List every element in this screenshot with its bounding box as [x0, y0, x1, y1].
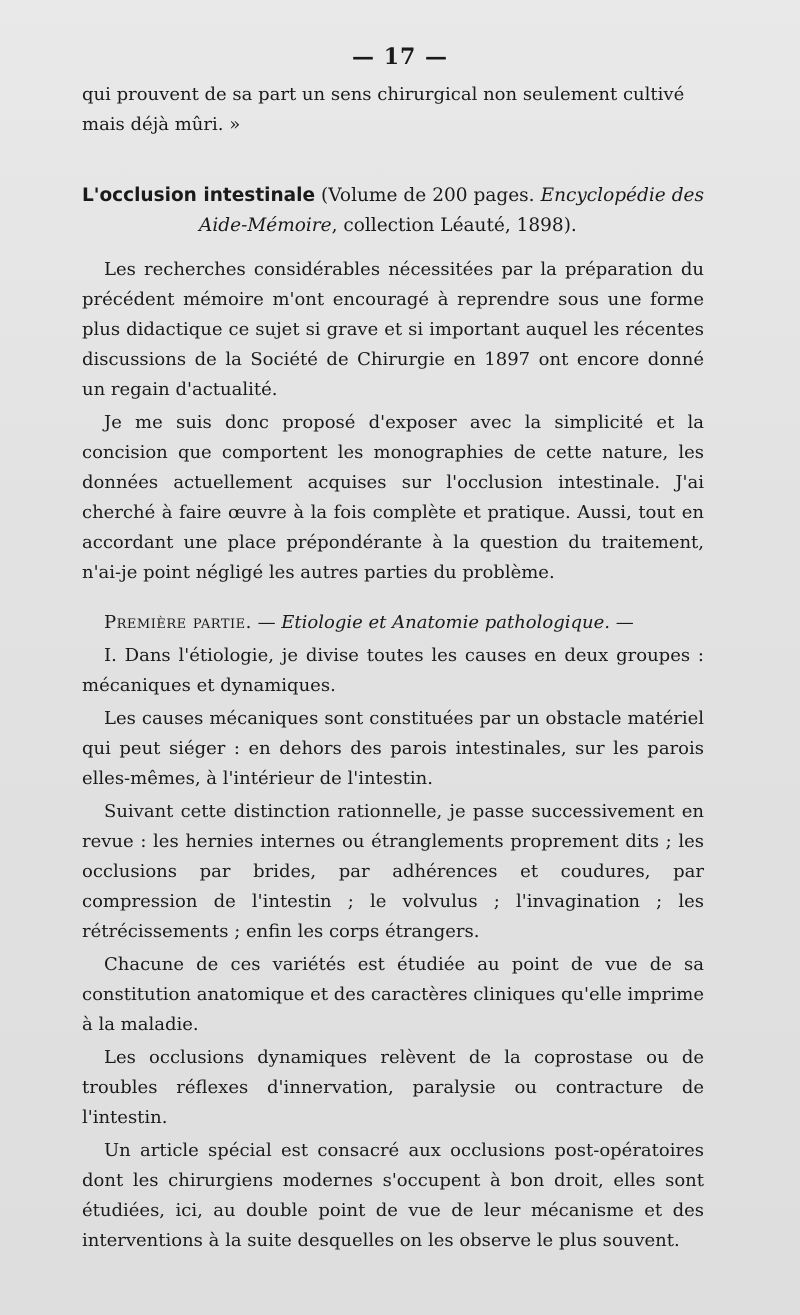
intro-text — [82, 80, 704, 140]
paragraph: I. Dans l'étiologie, je divise toutes les causes en deux groupes : mécaniques et dynamiques. — [82, 645, 704, 696]
entry-heading-line2 — [82, 211, 704, 241]
paragraph: Suivant cette distinction rationnelle, je passe successivement en revue : les hernies internes ou étranglements proprement dits ; les occlusions par brides, par adhérences et coudures, par compression de l'intestin ; le volvulus ; l'invagination ; les rétrécissements ; enfin les corps étrangers. — [82, 801, 704, 942]
entry-title: L'occlusion intestinale — [82, 185, 316, 206]
body-text — [82, 255, 704, 1256]
part-separator: — — [251, 612, 282, 633]
part-title: Etiologie et Anatomie pathologique. — [281, 612, 610, 633]
entry-heading-line1 — [82, 181, 704, 211]
part-label: Première partie. — [104, 612, 252, 633]
entry-collection: , collection Léauté, 1898). — [331, 215, 577, 236]
paragraph: Les recherches considérables nécessitées par la préparation du précédent mémoire m'ont encouragé à reprendre sous une forme plus didactique ce sujet si grave et si important auquel les récentes discussions de la Société de Chirurgie en 1897 ont encore donné un regain d'actualité. — [82, 259, 704, 400]
entry-heading — [82, 181, 704, 241]
paragraph: Les causes mécaniques sont constituées par un obstacle matériel qui peut siéger : en dehors des parois intestinales, sur les parois elles-mêmes, à l'intérieur de l'intestin. — [82, 708, 704, 789]
entry-details: (Volume de 200 pages. — [315, 185, 541, 206]
intro-paragraph: qui prouvent de sa part un sens chirurgical non seulement cultivé mais déjà mûri. » — [82, 84, 685, 135]
paragraph: Les occlusions dynamiques relèvent de la coprostase ou de troubles réflexes d'innervation, paralysie ou contracture de l'intestin. — [82, 1047, 704, 1128]
part-heading — [82, 608, 704, 638]
page-number: — 17 — — [352, 44, 448, 70]
paragraph: Chacune de ces variétés est étudiée au point de vue de sa constitution anatomique et des caractères cliniques qu'elle imprime à la maladie. — [82, 954, 704, 1035]
paragraph: Un article spécial est consacré aux occlusions post-opératoires dont les chirurgiens modernes s'occupent à bon droit, elles sont étudiées, ici, au double point de vue de leur mécanisme et des interventions à la suite desquelles on les observe le plus souvent. — [82, 1140, 704, 1251]
entry-series-cont: Aide-Mémoire — [199, 215, 332, 236]
part-dash: — — [610, 612, 634, 633]
entry-series: Encyclopédie des — [540, 185, 704, 206]
paragraph: Je me suis donc proposé d'exposer avec la simplicité et la concision que comportent les monographies de cette nature, les données actuellement acquises sur l'occlusion intestinale. J'ai cherché à faire œuvre à la fois complète et pratique. Aussi, tout en accordant une place prépondérante à la question du traitement, n'ai-je point négligé les autres parties du problème. — [82, 412, 704, 583]
